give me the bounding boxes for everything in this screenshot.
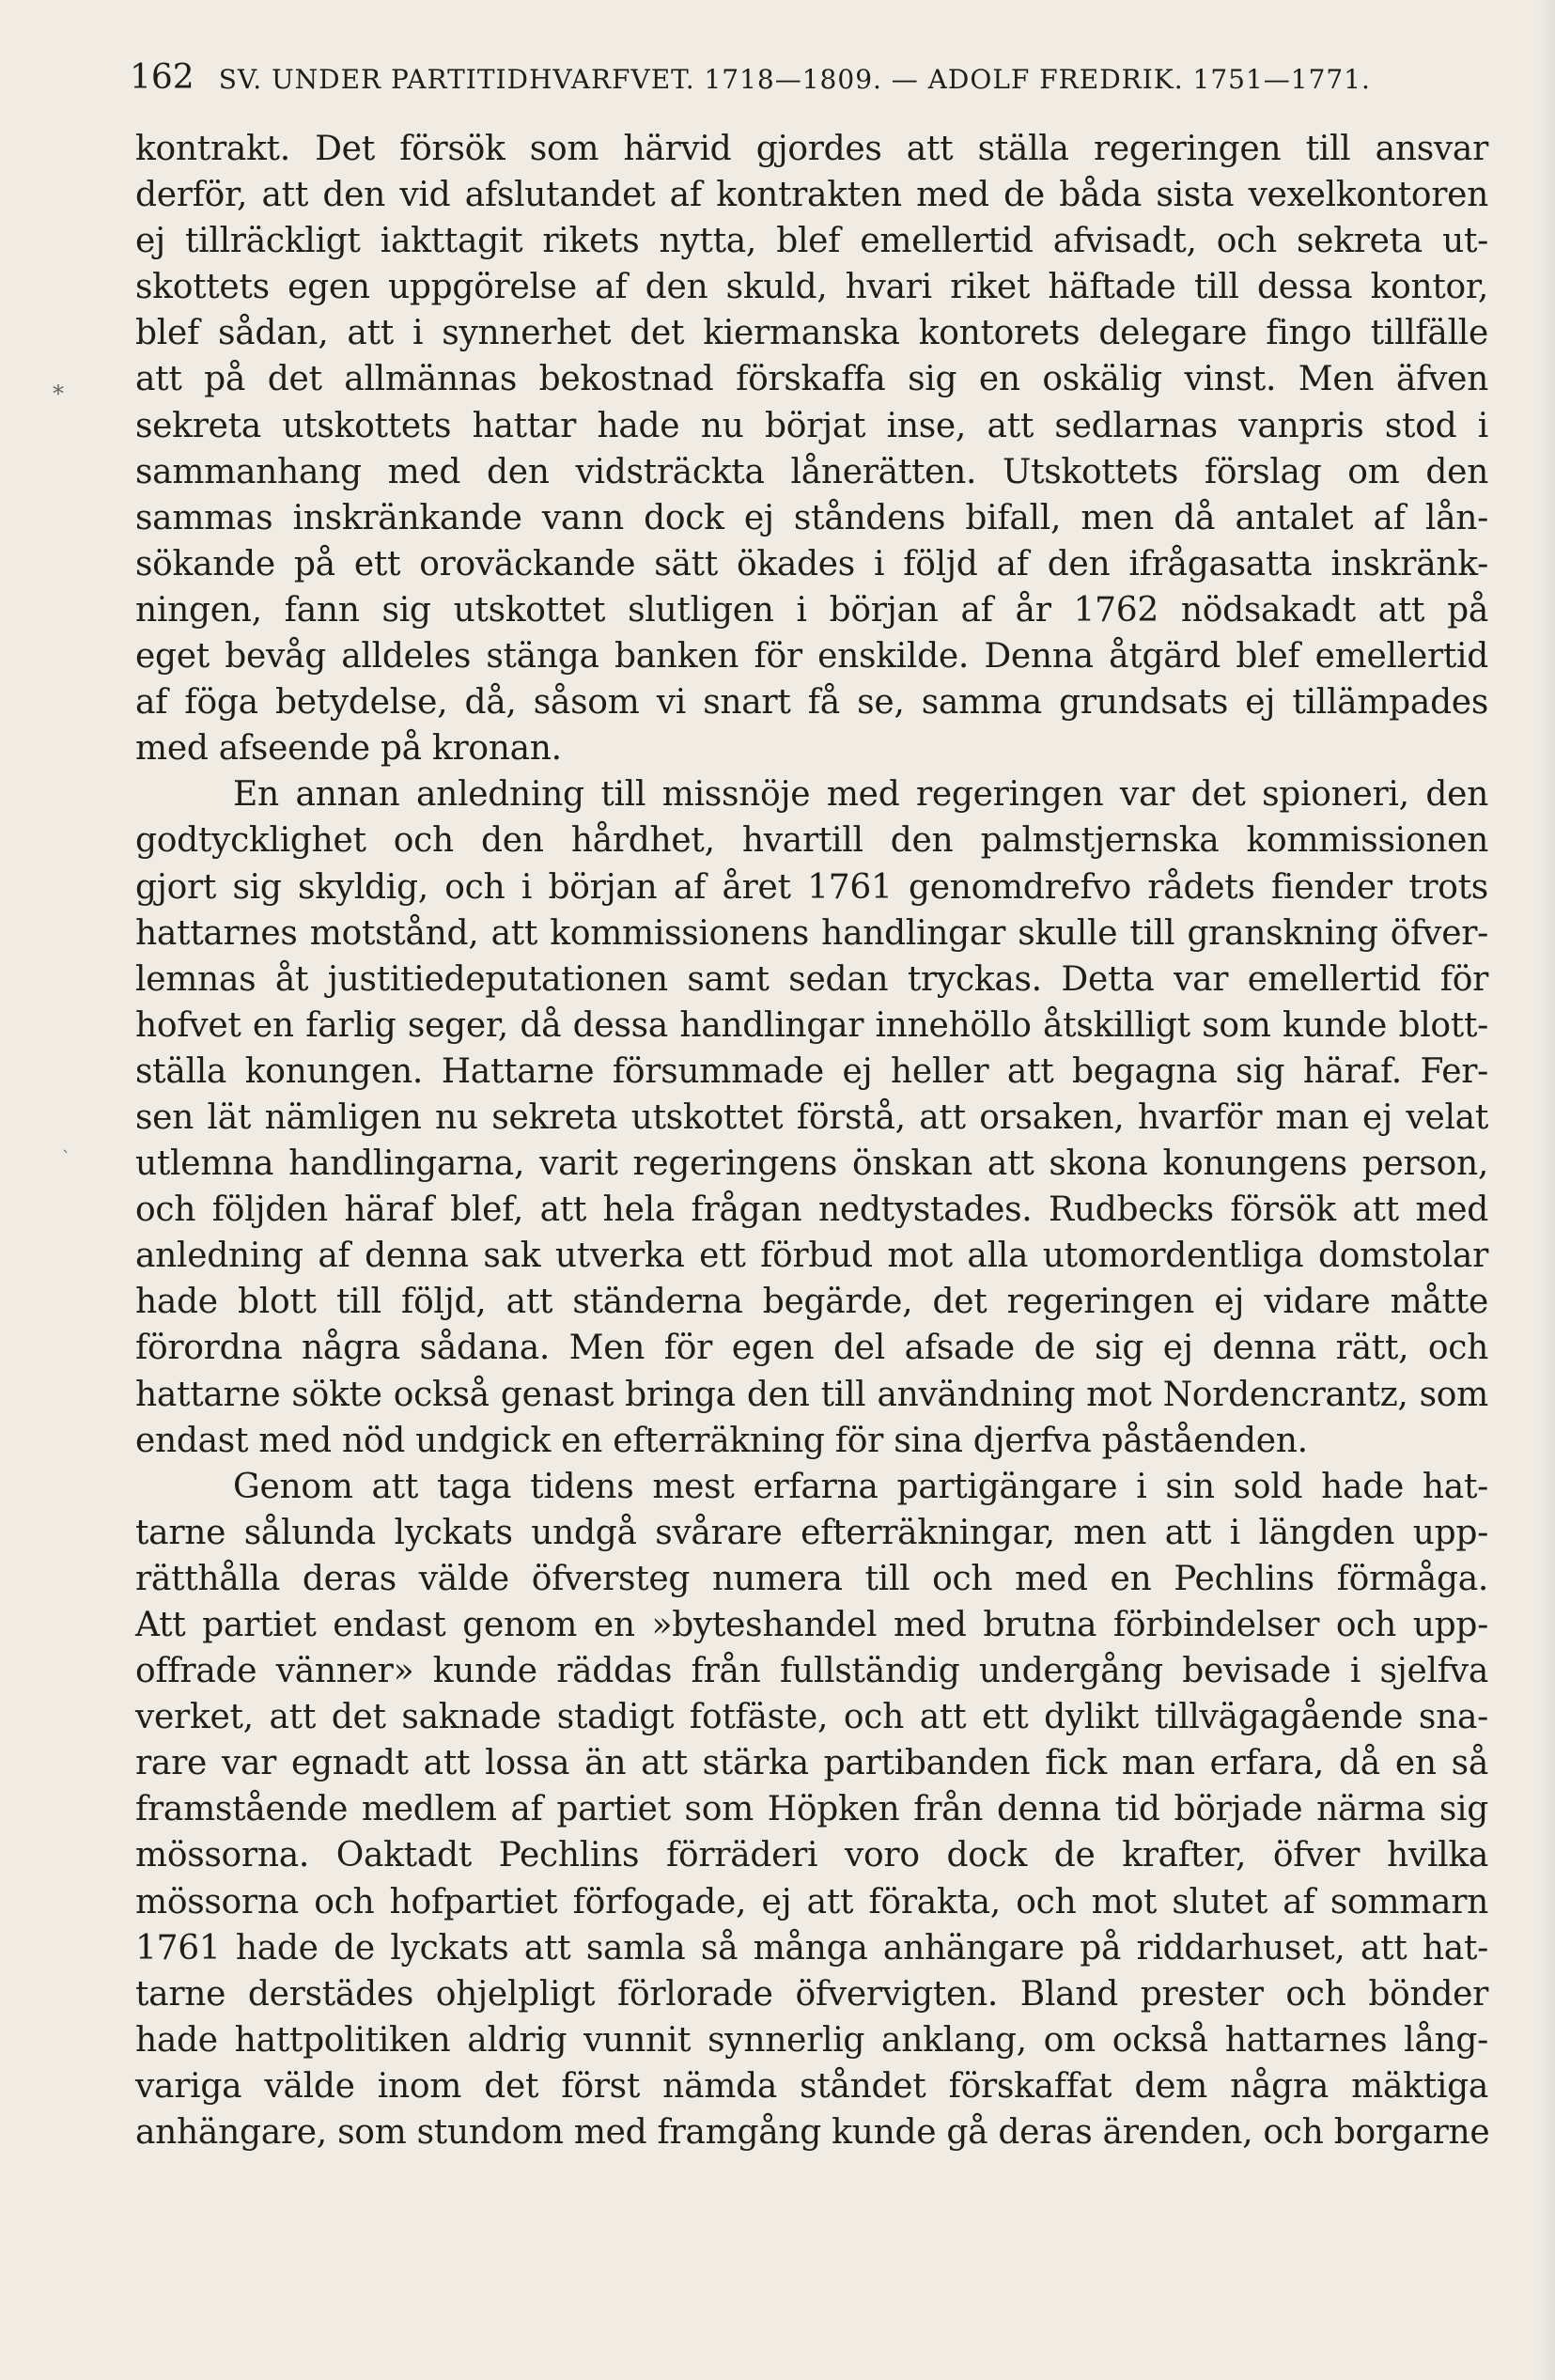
text-line: blef sådan, att i synnerhet det kiermanska kontorets delegare fingo tillfälle bbox=[135, 314, 1488, 353]
text-line: af föga betydelse, då, såsom vi snart få se, samma grundsats ej tillämpades bbox=[135, 683, 1488, 723]
text-line: kontrakt. Det försök som härvid gjordes att ställa regeringen till ansvar bbox=[135, 130, 1488, 168]
text-line: mössorna. Oaktadt Pechlins förräderi voro dock de krafter, öfver hvilka bbox=[135, 1836, 1488, 1875]
text-line: hattarne sökte också genast bringa den till användning mot Nordencrantz, som bbox=[135, 1375, 1488, 1414]
text-line: sökande på ett oroväckande sätt ökades i följd af den ifrågasatta inskränk- bbox=[135, 544, 1488, 583]
text-line: hattarnes motstånd, att kommissionens handlingar skulle till granskning öfver- bbox=[135, 913, 1488, 953]
text-line: skottets egen uppgörelse af den skuld, hvari riket häftade till dessa kontor, bbox=[135, 268, 1488, 307]
text-line: hade blott till följd, att ständerna begärde, det regeringen ej vidare måtte bbox=[135, 1283, 1488, 1322]
text-line: endast med nöd undgick en efterräkning för sina djerfva påståenden. bbox=[135, 1421, 1308, 1460]
text-line: verket, att det saknade stadigt fotfäste, och att ett dylikt tillvägagående sna- bbox=[135, 1698, 1488, 1737]
text-line: En annan anledning till missnöje med regeringen var det spioneri, den bbox=[233, 775, 1488, 815]
text-line: ningen, fann sig utskottet slutligen i början af år 1762 nödsakadt att på bbox=[135, 590, 1488, 630]
text-line: sen lät nämligen nu sekreta utskottet förstå, att orsaken, hvarför man ej velat bbox=[135, 1097, 1488, 1137]
text-line: rätthålla deras välde öfversteg numera till och med en Pechlins förmåga. bbox=[135, 1559, 1488, 1598]
text-line: hofvet en farlig seger, då dessa handlingar innehöllo åtskilligt som kunde blott- bbox=[135, 1005, 1488, 1045]
text-line: sekreta utskottets hattar hade nu börjat inse, att sedlarnas vanpris stod i bbox=[135, 406, 1488, 445]
text-line: anledning af denna sak utverka ett förbud mot alla utomordentliga domstolar bbox=[135, 1237, 1488, 1276]
text-line: sammanhang med den vidsträckta lånerätten. Utskottets förslag om den bbox=[135, 452, 1488, 491]
text-line: Att partiet endast genom en »byteshandel med brutna förbindelser och upp- bbox=[135, 1606, 1488, 1644]
text-line: mössorna och hofpartiet förfogade, ej att förakta, och mot slutet af sommarn bbox=[135, 1882, 1488, 1921]
text-line: hade hattpolitiken aldrig vunnit synnerlig anklang, om också hattarnes lång- bbox=[135, 2020, 1488, 2060]
text-line: Genom att taga tidens mest erfarna partigängare i sin sold hade hat- bbox=[233, 1467, 1488, 1506]
text-line: rare var egnadt att lossa än att stärka partibanden fick man erfara, då en så bbox=[135, 1744, 1488, 1783]
margin-mark: * bbox=[53, 381, 64, 407]
text-line: eget bevåg alldeles stänga banken för enskilde. Denna åtgärd blef emellertid bbox=[135, 637, 1488, 677]
text-line: att på det allmännas bekostnad förskaffa sig en oskälig vinst. Men äfven bbox=[135, 360, 1488, 399]
text-line: framstående medlem af partiet som Höpken från denna tid började närma sig bbox=[135, 1790, 1488, 1829]
text-line: med afseende på kronan. bbox=[135, 729, 562, 769]
text-line: 1761 hade de lyckats att samla så många anhängare på riddarhuset, att hat- bbox=[135, 1928, 1488, 1968]
text-line: lemnas åt justitiedeputationen samt sedan tryckas. Detta var emellertid för bbox=[135, 959, 1488, 999]
page-number: 162 bbox=[130, 58, 194, 97]
text-line: sammas inskränkande vann dock ej ståndens bifall, men då antalet af lån- bbox=[135, 498, 1488, 537]
page-edge-shadow bbox=[1538, 0, 1555, 2380]
text-line: tarne sålunda lyckats undgå svårare efterräkningar, men att i längden upp- bbox=[135, 1513, 1488, 1552]
body-text bbox=[135, 126, 1488, 2155]
text-line: tarne derstädes ohjelpligt förlorade öfvervigten. Bland prester och bönder bbox=[135, 1974, 1488, 2014]
text-line: offrade vänner» kunde räddas från fullständig undergång bevisade i sjelfva bbox=[135, 1652, 1488, 1691]
text-line: utlemna handlingarna, varit regeringens önskan att skona konungens person, bbox=[135, 1144, 1488, 1184]
text-line: och följden häraf blef, att hela frågan nedtystades. Rudbecks försök att med bbox=[135, 1190, 1488, 1230]
text-line: variga välde inom det först nämda ståndet förskaffat dem några mäktiga bbox=[135, 2066, 1488, 2106]
text-line: förordna några sådana. Men för egen del afsade de sig ej denna rätt, och bbox=[135, 1329, 1488, 1368]
text-line: gjort sig skyldig, och i början af året 1761 genomdrefvo rådets fiender trots bbox=[135, 867, 1488, 907]
text-line: ej tillräckligt iakttagit rikets nytta, blef emellertid afvisadt, och sekreta ut- bbox=[135, 222, 1488, 261]
page-header bbox=[130, 58, 1483, 97]
running-head: SV. UNDER PARTITIDHVARFVET. 1718—1809. — ADOLF FREDRIK. 1751—1771. bbox=[218, 64, 1371, 95]
text-line: anhängare, som stundom med framgång kunde gå deras ärenden, och borgarne bbox=[135, 2113, 1490, 2153]
text-line: godtycklighet och den hårdhet, hvartill den palmstjernska kommissionen bbox=[135, 821, 1488, 861]
text-line: ställa konungen. Hattarne försummade ej heller att begagna sig häraf. Fer- bbox=[135, 1051, 1488, 1091]
margin-mark: ˋ bbox=[62, 1148, 70, 1168]
text-line: derför, att den vid afslutandet af kontrakten med de båda sista vexelkontoren bbox=[135, 176, 1488, 215]
